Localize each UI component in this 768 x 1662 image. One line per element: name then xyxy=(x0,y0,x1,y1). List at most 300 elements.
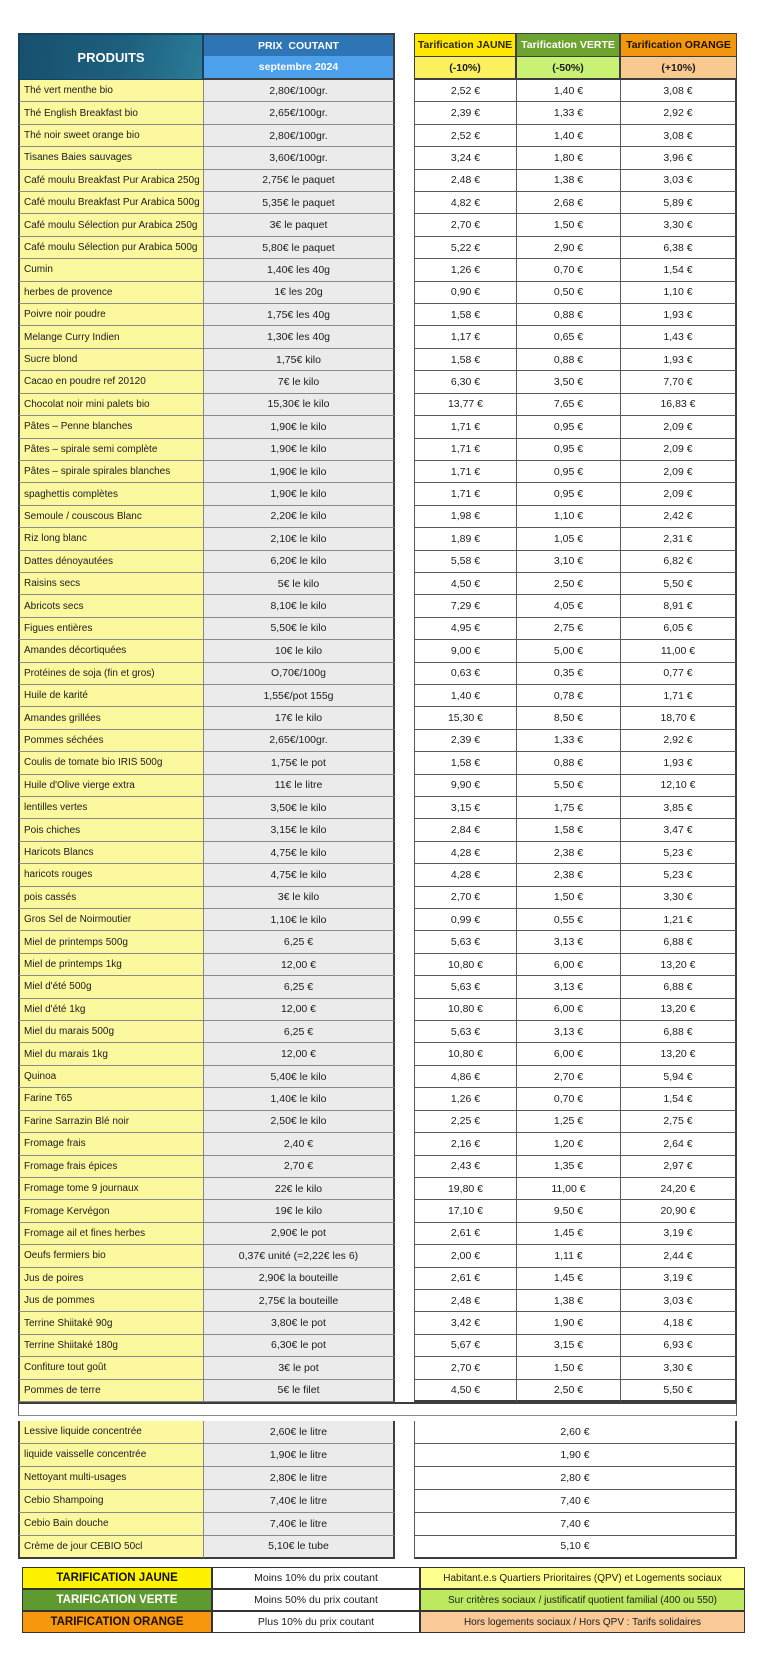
verte-price-cell: 2,68 € xyxy=(516,192,620,214)
product-name-cell: Tisanes Baies sauvages xyxy=(18,147,204,169)
verte-price-cell: 1,10 € xyxy=(516,506,620,528)
orange-price-cell: 2,75 € xyxy=(620,1111,737,1133)
product-cost-cell: 1,75€ les 40g xyxy=(204,304,395,326)
household-price-cell: 2,80 € xyxy=(414,1467,737,1490)
product-name-cell: Amandes grillées xyxy=(18,707,204,729)
jaune-price-cell: 4,86 € xyxy=(414,1066,516,1088)
orange-price-cell: 6,38 € xyxy=(620,237,737,259)
verte-price-cell: 0,95 € xyxy=(516,483,620,505)
product-cost-cell: 1,75€ le pot xyxy=(204,752,395,774)
product-row xyxy=(18,954,737,976)
column-gutter xyxy=(395,33,414,80)
jaune-price-cell: 0,90 € xyxy=(414,282,516,304)
product-row xyxy=(18,304,737,326)
product-cost-cell: 3€ le paquet xyxy=(204,214,395,236)
product-row xyxy=(18,775,737,797)
row-gutter xyxy=(395,1312,414,1334)
orange-price-cell: 7,70 € xyxy=(620,371,737,393)
row-gutter xyxy=(395,999,414,1021)
product-cost-cell: 1,30€ les 40g xyxy=(204,326,395,348)
row-gutter xyxy=(395,1357,414,1379)
tarification-orange-percent: (+10%) xyxy=(620,56,737,80)
product-row xyxy=(18,999,737,1021)
jaune-price-cell: 4,50 € xyxy=(414,1380,516,1402)
product-row xyxy=(18,663,737,685)
jaune-price-cell: 2,43 € xyxy=(414,1156,516,1178)
product-row xyxy=(18,1335,737,1357)
verte-price-cell: 1,45 € xyxy=(516,1268,620,1290)
orange-price-cell: 2,44 € xyxy=(620,1245,737,1267)
product-row xyxy=(18,102,737,124)
product-cost-cell: 7€ le kilo xyxy=(204,371,395,393)
verte-price-cell: 0,50 € xyxy=(516,282,620,304)
orange-price-cell: 3,96 € xyxy=(620,147,737,169)
product-row xyxy=(18,797,737,819)
product-row xyxy=(18,1043,737,1065)
product-name-cell: Protéines de soja (fin et gros) xyxy=(18,663,204,685)
product-cost-cell: 6,25 € xyxy=(204,1021,395,1043)
verte-price-cell: 0,88 € xyxy=(516,752,620,774)
verte-price-cell: 1,33 € xyxy=(516,730,620,752)
product-name-cell: Semoule / couscous Blanc xyxy=(18,506,204,528)
orange-price-cell: 20,90 € xyxy=(620,1200,737,1222)
row-gutter xyxy=(395,1245,414,1267)
jaune-price-cell: 2,00 € xyxy=(414,1245,516,1267)
jaune-price-cell: 9,00 € xyxy=(414,640,516,662)
product-row xyxy=(18,461,737,483)
row-gutter xyxy=(395,595,414,617)
verte-price-cell: 1,50 € xyxy=(516,887,620,909)
orange-price-cell: 3,08 € xyxy=(620,80,737,102)
verte-price-cell: 6,00 € xyxy=(516,954,620,976)
row-gutter xyxy=(395,1380,414,1402)
household-price-cell: 1,90 € xyxy=(414,1444,737,1467)
jaune-price-cell: 2,25 € xyxy=(414,1111,516,1133)
product-row xyxy=(18,1380,737,1402)
orange-price-cell: 2,92 € xyxy=(620,730,737,752)
jaune-price-cell: 10,80 € xyxy=(414,954,516,976)
product-name-cell: Fromage Kervégon xyxy=(18,1200,204,1222)
jaune-price-cell: 2,16 € xyxy=(414,1133,516,1155)
orange-price-cell: 1,93 € xyxy=(620,349,737,371)
tarification-orange-header: Tarification ORANGE xyxy=(620,33,737,56)
product-cost-cell: 5€ le filet xyxy=(204,1380,395,1402)
jaune-price-cell: 1,26 € xyxy=(414,1088,516,1110)
household-row xyxy=(18,1513,737,1536)
product-name-cell: Huile de karité xyxy=(18,685,204,707)
row-gutter xyxy=(395,931,414,953)
jaune-price-cell: 5,63 € xyxy=(414,931,516,953)
product-name-cell: Terrine Shiitaké 90g xyxy=(18,1312,204,1334)
orange-price-cell: 2,09 € xyxy=(620,439,737,461)
jaune-price-cell: 1,98 € xyxy=(414,506,516,528)
product-row xyxy=(18,595,737,617)
jaune-price-cell: 1,17 € xyxy=(414,326,516,348)
row-gutter xyxy=(395,1467,414,1490)
verte-price-cell: 1,25 € xyxy=(516,1111,620,1133)
product-cost-cell: 1,90€ le kilo xyxy=(204,461,395,483)
product-cost-cell: 6,30€ le pot xyxy=(204,1335,395,1357)
verte-price-cell: 1,40 € xyxy=(516,80,620,102)
product-row xyxy=(18,349,737,371)
orange-price-cell: 13,20 € xyxy=(620,1043,737,1065)
verte-price-cell: 1,38 € xyxy=(516,170,620,192)
orange-price-cell: 5,50 € xyxy=(620,1380,737,1402)
product-row xyxy=(18,147,737,169)
orange-price-cell: 5,50 € xyxy=(620,573,737,595)
verte-price-cell: 3,13 € xyxy=(516,1021,620,1043)
jaune-price-cell: 2,48 € xyxy=(414,1290,516,1312)
verte-price-cell: 5,50 € xyxy=(516,775,620,797)
product-row xyxy=(18,551,737,573)
row-gutter xyxy=(395,147,414,169)
verte-price-cell: 0,70 € xyxy=(516,1088,620,1110)
product-name-cell: Cacao en poudre ref 20120 xyxy=(18,371,204,393)
row-gutter xyxy=(395,1290,414,1312)
product-row xyxy=(18,909,737,931)
household-name-cell: Cebio Bain douche xyxy=(18,1513,204,1536)
product-name-cell: Confiture tout goût xyxy=(18,1357,204,1379)
jaune-price-cell: 3,24 € xyxy=(414,147,516,169)
tarification-jaune-header: Tarification JAUNE xyxy=(414,33,516,56)
product-cost-cell: 5,80€ le paquet xyxy=(204,237,395,259)
product-row xyxy=(18,864,737,886)
product-cost-cell: 8,10€ le kilo xyxy=(204,595,395,617)
product-row xyxy=(18,819,737,841)
row-gutter xyxy=(395,797,414,819)
product-row xyxy=(18,371,737,393)
row-gutter xyxy=(395,170,414,192)
jaune-price-cell: 1,71 € xyxy=(414,416,516,438)
row-gutter xyxy=(395,775,414,797)
orange-price-cell: 2,97 € xyxy=(620,1156,737,1178)
jaune-price-cell: 1,71 € xyxy=(414,483,516,505)
jaune-price-cell: 9,90 € xyxy=(414,775,516,797)
products-column-header: PRODUITS xyxy=(18,33,204,80)
product-cost-cell: 2,10€ le kilo xyxy=(204,528,395,550)
orange-price-cell: 6,93 € xyxy=(620,1335,737,1357)
jaune-price-cell: 1,58 € xyxy=(414,349,516,371)
row-gutter xyxy=(395,1268,414,1290)
verte-price-cell: 1,38 € xyxy=(516,1290,620,1312)
row-gutter xyxy=(395,506,414,528)
orange-price-cell: 1,43 € xyxy=(620,326,737,348)
verte-price-cell: 0,88 € xyxy=(516,349,620,371)
jaune-price-cell: 5,58 € xyxy=(414,551,516,573)
product-name-cell: Fromage tome 9 journaux xyxy=(18,1178,204,1200)
verte-price-cell: 0,35 € xyxy=(516,663,620,685)
product-name-cell: Thé noir sweet orange bio xyxy=(18,125,204,147)
legend-orange-desc: Hors logements sociaux / Hors QPV : Tarifs solidaires xyxy=(420,1611,745,1633)
verte-price-cell: 0,55 € xyxy=(516,909,620,931)
product-cost-cell: 1,90€ le kilo xyxy=(204,483,395,505)
household-row xyxy=(18,1490,737,1513)
row-gutter xyxy=(395,214,414,236)
orange-price-cell: 5,23 € xyxy=(620,864,737,886)
product-row xyxy=(18,528,737,550)
jaune-price-cell: 5,63 € xyxy=(414,1021,516,1043)
legend-verte-title: TARIFICATION VERTE xyxy=(22,1589,212,1611)
verte-price-cell: 1,50 € xyxy=(516,1357,620,1379)
row-gutter xyxy=(395,125,414,147)
product-cost-cell: 0,37€ unité (=2,22€ les 6) xyxy=(204,1245,395,1267)
product-name-cell: Quinoa xyxy=(18,1066,204,1088)
orange-price-cell: 3,30 € xyxy=(620,214,737,236)
product-name-cell: Oeufs fermiers bio xyxy=(18,1245,204,1267)
household-row xyxy=(18,1467,737,1490)
product-name-cell: Pâtes – Penne blanches xyxy=(18,416,204,438)
legend-jaune-title: TARIFICATION JAUNE xyxy=(22,1567,212,1589)
product-row xyxy=(18,842,737,864)
household-cost-cell: 1,90€ le litre xyxy=(204,1444,395,1467)
row-gutter xyxy=(395,707,414,729)
verte-price-cell: 1,58 € xyxy=(516,819,620,841)
row-gutter xyxy=(395,192,414,214)
row-gutter xyxy=(395,752,414,774)
product-cost-cell: 15,30€ le kilo xyxy=(204,394,395,416)
orange-price-cell: 3,19 € xyxy=(620,1268,737,1290)
household-price-cell: 7,40 € xyxy=(414,1513,737,1536)
product-cost-cell: 2,65€/100gr. xyxy=(204,730,395,752)
verte-price-cell: 0,65 € xyxy=(516,326,620,348)
jaune-price-cell: 1,89 € xyxy=(414,528,516,550)
row-gutter xyxy=(395,864,414,886)
row-gutter xyxy=(395,1156,414,1178)
verte-price-cell: 0,70 € xyxy=(516,259,620,281)
product-name-cell: Sucre blond xyxy=(18,349,204,371)
product-row xyxy=(18,1245,737,1267)
verte-price-cell: 0,95 € xyxy=(516,461,620,483)
row-gutter xyxy=(395,551,414,573)
orange-price-cell: 13,20 € xyxy=(620,999,737,1021)
verte-price-cell: 1,33 € xyxy=(516,102,620,124)
verte-price-cell: 1,50 € xyxy=(516,214,620,236)
product-name-cell: Raisins secs xyxy=(18,573,204,595)
jaune-price-cell: 5,22 € xyxy=(414,237,516,259)
product-row xyxy=(18,192,737,214)
product-cost-cell: 2,20€ le kilo xyxy=(204,506,395,528)
product-row xyxy=(18,1088,737,1110)
row-gutter xyxy=(395,349,414,371)
jaune-price-cell: 2,39 € xyxy=(414,102,516,124)
household-rows xyxy=(18,1421,737,1559)
jaune-price-cell: 1,26 € xyxy=(414,259,516,281)
product-cost-cell: 1,40€ le kilo xyxy=(204,1088,395,1110)
product-name-cell: Fromage frais épices xyxy=(18,1156,204,1178)
verte-price-cell: 3,10 € xyxy=(516,551,620,573)
product-cost-cell: 1,90€ le kilo xyxy=(204,439,395,461)
row-gutter xyxy=(395,394,414,416)
product-row xyxy=(18,707,737,729)
product-cost-cell: 2,80€/100gr. xyxy=(204,80,395,102)
orange-price-cell: 2,09 € xyxy=(620,416,737,438)
jaune-price-cell: 13,77 € xyxy=(414,394,516,416)
product-cost-cell: 19€ le kilo xyxy=(204,1200,395,1222)
jaune-price-cell: 2,84 € xyxy=(414,819,516,841)
row-gutter xyxy=(395,1133,414,1155)
verte-price-cell: 11,00 € xyxy=(516,1178,620,1200)
product-cost-cell: 6,20€ le kilo xyxy=(204,551,395,573)
product-row xyxy=(18,1111,737,1133)
jaune-price-cell: 2,48 € xyxy=(414,170,516,192)
jaune-price-cell: 1,40 € xyxy=(414,685,516,707)
product-cost-cell: 1,75€ kilo xyxy=(204,349,395,371)
row-gutter xyxy=(395,102,414,124)
product-row xyxy=(18,326,737,348)
verte-price-cell: 1,75 € xyxy=(516,797,620,819)
product-name-cell: Café moulu Breakfast Pur Arabica 250g xyxy=(18,170,204,192)
orange-price-cell: 1,10 € xyxy=(620,282,737,304)
jaune-price-cell: 4,82 € xyxy=(414,192,516,214)
product-name-cell: Farine Sarrazin Blé noir xyxy=(18,1111,204,1133)
product-cost-cell: 1€ les 20g xyxy=(204,282,395,304)
row-gutter xyxy=(395,259,414,281)
orange-price-cell: 3,08 € xyxy=(620,125,737,147)
jaune-price-cell: 7,29 € xyxy=(414,595,516,617)
product-row xyxy=(18,1312,737,1334)
jaune-price-cell: 2,61 € xyxy=(414,1268,516,1290)
product-rows xyxy=(18,80,737,1402)
legend-jaune-rule: Moins 10% du prix coutant xyxy=(212,1567,420,1589)
verte-price-cell: 2,38 € xyxy=(516,864,620,886)
orange-price-cell: 1,54 € xyxy=(620,259,737,281)
product-cost-cell: 3,60€/100gr. xyxy=(204,147,395,169)
verte-price-cell: 1,05 € xyxy=(516,528,620,550)
product-name-cell: Haricots Blancs xyxy=(18,842,204,864)
legend-jaune-desc: Habitant.e.s Quartiers Prioritaires (QPV) et Logements sociaux xyxy=(420,1567,745,1589)
legend-orange-rule: Plus 10% du prix coutant xyxy=(212,1611,420,1633)
row-gutter xyxy=(395,573,414,595)
jaune-price-cell: 1,71 € xyxy=(414,439,516,461)
jaune-price-cell: 2,52 € xyxy=(414,80,516,102)
household-name-cell: Cebio Shampoing xyxy=(18,1490,204,1513)
orange-price-cell: 6,88 € xyxy=(620,931,737,953)
product-cost-cell: 5,50€ le kilo xyxy=(204,618,395,640)
verte-price-cell: 1,90 € xyxy=(516,1312,620,1334)
orange-price-cell: 3,30 € xyxy=(620,887,737,909)
row-gutter xyxy=(395,730,414,752)
verte-price-cell: 3,50 € xyxy=(516,371,620,393)
verte-price-cell: 7,65 € xyxy=(516,394,620,416)
jaune-price-cell: 3,15 € xyxy=(414,797,516,819)
product-row xyxy=(18,1200,737,1222)
verte-price-cell: 2,75 € xyxy=(516,618,620,640)
product-row xyxy=(18,752,737,774)
product-cost-cell: 12,00 € xyxy=(204,999,395,1021)
verte-price-cell: 5,00 € xyxy=(516,640,620,662)
legend-orange-title: TARIFICATION ORANGE xyxy=(22,1611,212,1633)
product-row xyxy=(18,640,737,662)
household-name-cell: Crème de jour CEBIO 50cl xyxy=(18,1536,204,1559)
product-cost-cell: 6,25 € xyxy=(204,976,395,998)
household-cost-cell: 7,40€ le litre xyxy=(204,1513,395,1536)
product-name-cell: Gros Sel de Noirmoutier xyxy=(18,909,204,931)
product-name-cell: spaghettis complètes xyxy=(18,483,204,505)
product-cost-cell: 2,80€/100gr. xyxy=(204,125,395,147)
product-row xyxy=(18,439,737,461)
product-row xyxy=(18,506,737,528)
product-row xyxy=(18,1178,737,1200)
product-name-cell: Thé vert menthe bio xyxy=(18,80,204,102)
verte-price-cell: 0,95 € xyxy=(516,416,620,438)
orange-price-cell: 11,00 € xyxy=(620,640,737,662)
product-cost-cell: 12,00 € xyxy=(204,954,395,976)
orange-price-cell: 3,03 € xyxy=(620,170,737,192)
jaune-price-cell: 17,10 € xyxy=(414,1200,516,1222)
row-gutter xyxy=(395,1111,414,1133)
row-gutter xyxy=(395,1513,414,1536)
orange-price-cell: 1,71 € xyxy=(620,685,737,707)
orange-price-cell: 5,89 € xyxy=(620,192,737,214)
product-cost-cell: 2,70 € xyxy=(204,1156,395,1178)
prix-coutant-date: septembre 2024 xyxy=(204,56,395,80)
row-gutter xyxy=(395,842,414,864)
product-cost-cell: 5€ le kilo xyxy=(204,573,395,595)
product-name-cell: Fromage frais xyxy=(18,1133,204,1155)
row-gutter xyxy=(395,1223,414,1245)
jaune-price-cell: 4,28 € xyxy=(414,864,516,886)
orange-price-cell: 6,88 € xyxy=(620,1021,737,1043)
product-name-cell: Fromage ail et fines herbes xyxy=(18,1223,204,1245)
product-name-cell: Terrine Shiitaké 180g xyxy=(18,1335,204,1357)
product-name-cell: Huile d'Olive vierge extra xyxy=(18,775,204,797)
product-row xyxy=(18,931,737,953)
row-gutter xyxy=(395,1021,414,1043)
orange-price-cell: 12,10 € xyxy=(620,775,737,797)
product-row xyxy=(18,1268,737,1290)
orange-price-cell: 0,77 € xyxy=(620,663,737,685)
verte-price-cell: 0,95 € xyxy=(516,439,620,461)
prix-coutant-header: PRIX COUTANT xyxy=(204,33,395,56)
jaune-price-cell: 2,70 € xyxy=(414,1357,516,1379)
jaune-price-cell: 10,80 € xyxy=(414,1043,516,1065)
tarification-verte-header: Tarification VERTE xyxy=(516,33,620,56)
product-row xyxy=(18,685,737,707)
product-name-cell: Riz long blanc xyxy=(18,528,204,550)
row-gutter xyxy=(395,439,414,461)
product-name-cell: Café moulu Breakfast Pur Arabica 500g xyxy=(18,192,204,214)
jaune-price-cell: 4,50 € xyxy=(414,573,516,595)
verte-price-cell: 2,70 € xyxy=(516,1066,620,1088)
row-gutter xyxy=(395,528,414,550)
product-name-cell: Amandes décortiquées xyxy=(18,640,204,662)
row-gutter xyxy=(395,1088,414,1110)
product-cost-cell: 10€ le kilo xyxy=(204,640,395,662)
product-row xyxy=(18,259,737,281)
product-name-cell: Miel du marais 1kg xyxy=(18,1043,204,1065)
product-cost-cell: 5,40€ le kilo xyxy=(204,1066,395,1088)
product-name-cell: Thé English Breakfast bio xyxy=(18,102,204,124)
legend-verte-desc: Sur critères sociaux / justificatif quotient familial (400 ou 550) xyxy=(420,1589,745,1611)
row-gutter xyxy=(395,1178,414,1200)
product-cost-cell: 5,35€ le paquet xyxy=(204,192,395,214)
orange-price-cell: 24,20 € xyxy=(620,1178,737,1200)
product-name-cell: Pâtes – spirale spirales blanches xyxy=(18,461,204,483)
product-cost-cell: 2,90€ la bouteille xyxy=(204,1268,395,1290)
row-gutter xyxy=(395,685,414,707)
product-cost-cell: 12,00 € xyxy=(204,1043,395,1065)
household-price-cell: 5,10 € xyxy=(414,1536,737,1559)
product-name-cell: Figues entières xyxy=(18,618,204,640)
product-name-cell: haricots rouges xyxy=(18,864,204,886)
product-cost-cell: 2,75€ le paquet xyxy=(204,170,395,192)
row-gutter xyxy=(395,1421,414,1444)
row-gutter xyxy=(395,326,414,348)
household-price-cell: 2,60 € xyxy=(414,1421,737,1444)
tarification-verte-percent: (-50%) xyxy=(516,56,620,80)
verte-price-cell: 1,20 € xyxy=(516,1133,620,1155)
orange-price-cell: 6,05 € xyxy=(620,618,737,640)
